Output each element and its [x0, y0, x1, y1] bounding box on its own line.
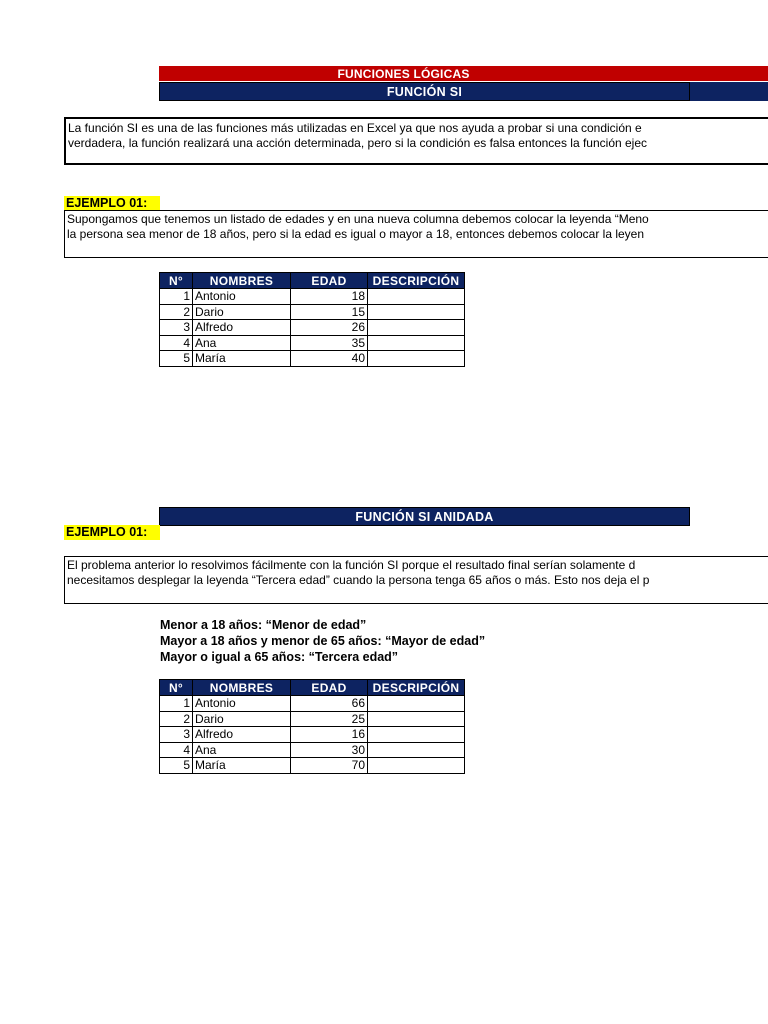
cell-n[interactable]: 4: [160, 742, 193, 758]
cell-descripcion[interactable]: [368, 758, 465, 774]
cell-descripcion[interactable]: [368, 335, 465, 351]
ages-table-1: [159, 272, 465, 367]
cell-n[interactable]: 1: [160, 696, 193, 712]
section-title-funcion-si-anidada: FUNCIÓN SI ANIDADA: [159, 507, 690, 526]
header-descripcion: DESCRIPCIÓN: [368, 273, 465, 289]
cell-descripcion[interactable]: [368, 727, 465, 743]
example1-label: EJEMPLO 01:: [64, 196, 160, 211]
cell-nombre[interactable]: Antonio: [193, 289, 291, 305]
rules-list: [160, 617, 485, 665]
header-n: N°: [160, 273, 193, 289]
table-row: [160, 727, 465, 743]
table-header-row: [160, 273, 465, 289]
cell-nombre[interactable]: Ana: [193, 742, 291, 758]
table-row: [160, 742, 465, 758]
header-edad: EDAD: [291, 273, 368, 289]
example1-textbox: [64, 210, 768, 258]
cell-edad[interactable]: 40: [291, 351, 368, 367]
cell-edad[interactable]: 26: [291, 320, 368, 336]
cell-nombre[interactable]: Dario: [193, 304, 291, 320]
table-row: [160, 711, 465, 727]
rule-menor: Menor a 18 años: “Menor de edad”: [160, 618, 367, 632]
rule-tercera: Mayor o igual a 65 años: “Tercera edad”: [160, 650, 399, 664]
cell-edad[interactable]: 16: [291, 727, 368, 743]
intro-textbox: [64, 117, 768, 165]
cell-edad[interactable]: 25: [291, 711, 368, 727]
cell-edad[interactable]: 18: [291, 289, 368, 305]
cell-nombre[interactable]: Antonio: [193, 696, 291, 712]
cell-descripcion[interactable]: [368, 711, 465, 727]
cell-n[interactable]: 5: [160, 758, 193, 774]
cell-nombre[interactable]: Alfredo: [193, 727, 291, 743]
example2-line-1: El problema anterior lo resolvimos fácilmente con la función SI porque el resultado final serían solamente d: [67, 558, 636, 572]
ages-table-2: [159, 679, 465, 774]
cell-n[interactable]: 4: [160, 335, 193, 351]
header-edad: EDAD: [291, 680, 368, 696]
cell-descripcion[interactable]: [368, 289, 465, 305]
intro-line-1: La función SI es una de las funciones más utilizadas en Excel ya que nos ayuda a probar si una condición e: [68, 121, 642, 135]
table-row: [160, 304, 465, 320]
cell-nombre[interactable]: María: [193, 758, 291, 774]
table-header-row: [160, 680, 465, 696]
example1-line-1: Supongamos que tenemos un listado de edades y en una nueva columna debemos colocar la leyenda “Meno: [67, 212, 649, 226]
section-title-funcion-si: FUNCIÓN SI: [159, 82, 690, 101]
cell-descripcion[interactable]: [368, 742, 465, 758]
example1-line-2: la persona sea menor de 18 años, pero si la edad es igual o mayor a 18, entonces debemos colocar la leyen: [67, 227, 645, 241]
cell-n[interactable]: 1: [160, 289, 193, 305]
cell-n[interactable]: 3: [160, 727, 193, 743]
intro-line-2: verdadera, la función realizará una acción determinada, pero si la condición es falsa entonces la función ejec: [68, 136, 648, 150]
rule-mayor: Mayor a 18 años y menor de 65 años: “Mayor de edad”: [160, 634, 486, 648]
cell-edad[interactable]: 70: [291, 758, 368, 774]
table-row: [160, 289, 465, 305]
table-row: [160, 335, 465, 351]
cell-edad[interactable]: 35: [291, 335, 368, 351]
cell-nombre[interactable]: Dario: [193, 711, 291, 727]
cell-n[interactable]: 2: [160, 711, 193, 727]
cell-descripcion[interactable]: [368, 320, 465, 336]
cell-nombre[interactable]: María: [193, 351, 291, 367]
top-banner: FUNCIONES LÓGICAS: [159, 66, 768, 81]
table-row: [160, 696, 465, 712]
cell-nombre[interactable]: Alfredo: [193, 320, 291, 336]
example2-line-2: necesitamos desplegar la leyenda “Tercera edad” cuando la persona tenga 65 años o más. Esto nos deja el p: [67, 573, 650, 587]
cell-n[interactable]: 3: [160, 320, 193, 336]
cell-n[interactable]: 5: [160, 351, 193, 367]
header-n: N°: [160, 680, 193, 696]
cell-n[interactable]: 2: [160, 304, 193, 320]
example2-label: EJEMPLO 01:: [64, 525, 160, 540]
cell-edad[interactable]: 30: [291, 742, 368, 758]
example2-textbox: [64, 556, 768, 604]
cell-descripcion[interactable]: [368, 351, 465, 367]
table-row: [160, 351, 465, 367]
cell-edad[interactable]: 66: [291, 696, 368, 712]
cell-descripcion[interactable]: [368, 696, 465, 712]
cell-edad[interactable]: 15: [291, 304, 368, 320]
cell-nombre[interactable]: Ana: [193, 335, 291, 351]
header-nombres: NOMBRES: [193, 680, 291, 696]
cell-descripcion[interactable]: [368, 304, 465, 320]
header-descripcion: DESCRIPCIÓN: [368, 680, 465, 696]
header-nombres: NOMBRES: [193, 273, 291, 289]
section-title-bar-extension: [690, 82, 768, 101]
table-row: [160, 320, 465, 336]
table-row: [160, 758, 465, 774]
